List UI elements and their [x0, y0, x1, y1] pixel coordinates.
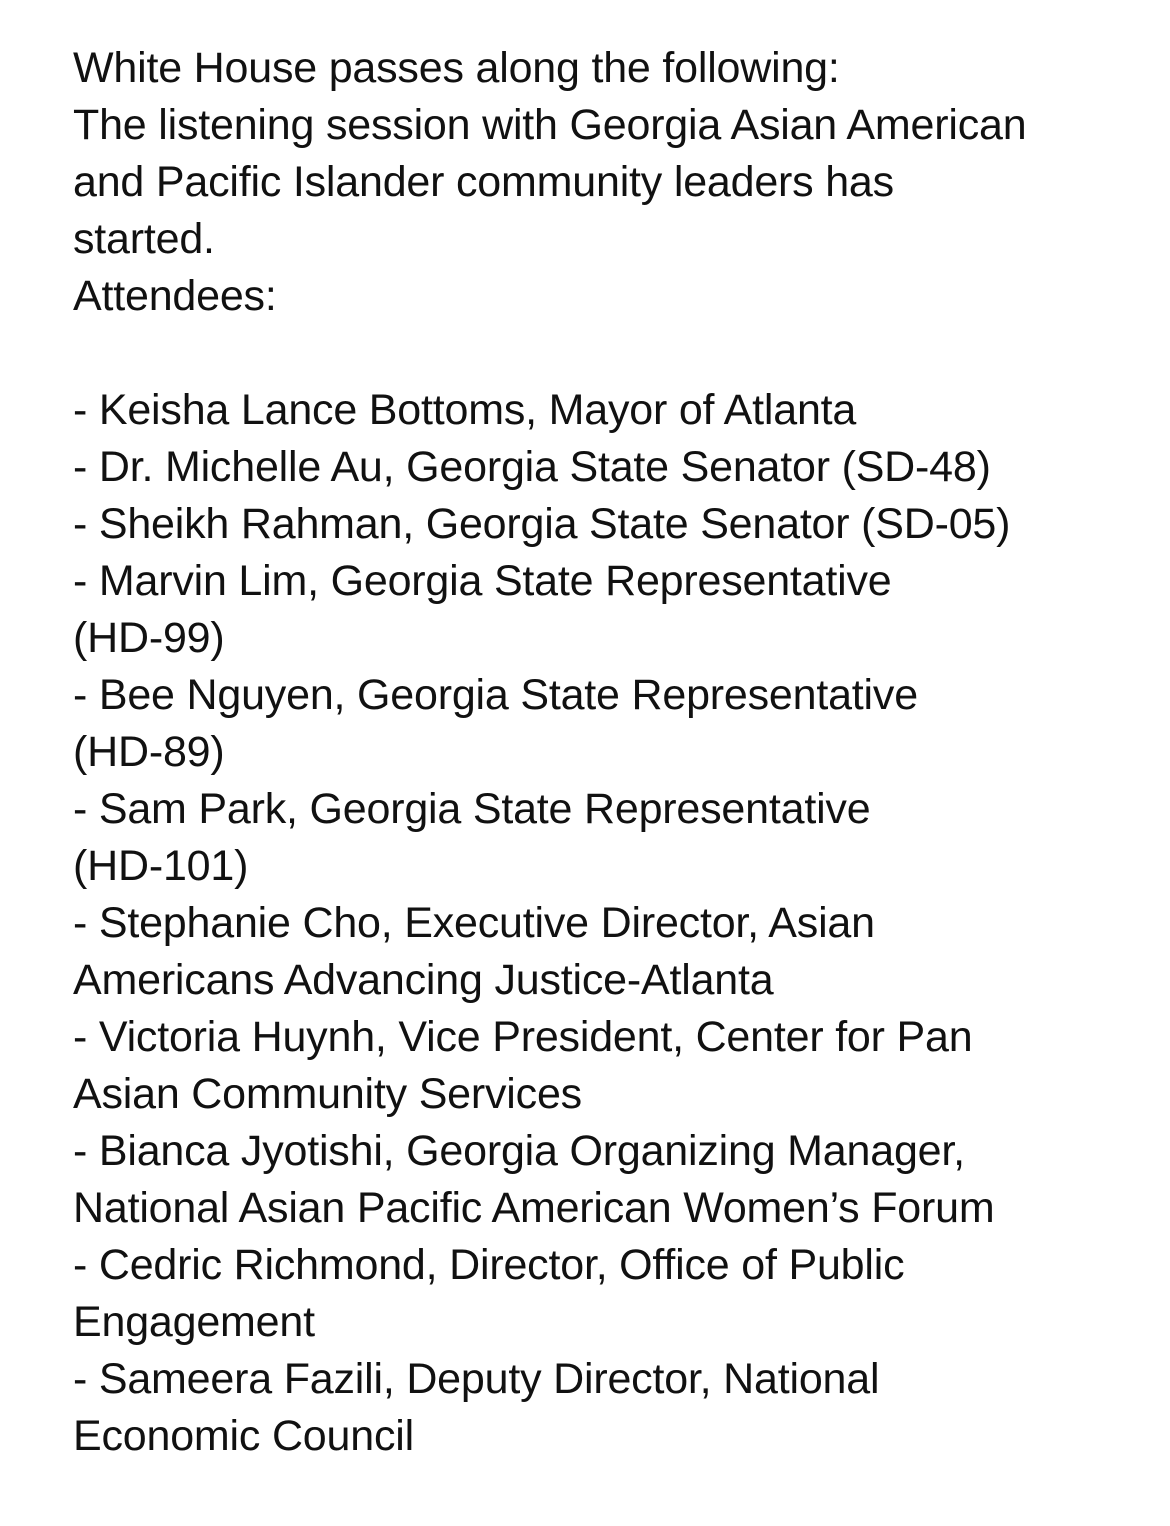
attendee-line: - Bee Nguyen, Georgia State Representative: [73, 671, 918, 719]
attendees-heading: Attendees:: [73, 272, 277, 320]
attendee-line: - Sam Park, Georgia State Representative: [73, 785, 871, 833]
attendee-line: - Marvin Lim, Georgia State Representative: [73, 557, 892, 605]
attendee-line: - Sheikh Rahman, Georgia State Senator (SD-05): [73, 500, 1011, 548]
attendee-line: - Sameera Fazili, Deputy Director, National: [73, 1355, 880, 1403]
attendee-line: - Stephanie Cho, Executive Director, Asian: [73, 899, 875, 947]
attendee-line: (HD-101): [73, 842, 249, 890]
attendee-line: - Dr. Michelle Au, Georgia State Senator (SD-48): [73, 443, 991, 491]
attendee-line: (HD-99): [73, 614, 225, 662]
attendee-line: (HD-89): [73, 728, 225, 776]
note-body: [73, 40, 1143, 1465]
attendee-line: - Bianca Jyotishi, Georgia Organizing Manager,: [73, 1127, 965, 1175]
attendee-line: Asian Community Services: [73, 1070, 582, 1118]
attendee-line: Americans Advancing Justice-Atlanta: [73, 956, 774, 1004]
intro-line: and Pacific Islander community leaders has: [73, 158, 894, 206]
attendee-line: - Keisha Lance Bottoms, Mayor of Atlanta: [73, 386, 857, 434]
intro-line: The listening session with Georgia Asian American: [73, 101, 1027, 149]
attendee-line: Engagement: [73, 1298, 315, 1346]
attendee-line: - Victoria Huynh, Vice President, Center for Pan: [73, 1013, 973, 1061]
attendee-line: - Cedric Richmond, Director, Office of Public: [73, 1241, 905, 1289]
intro-line: started.: [73, 215, 215, 263]
intro-line: White House passes along the following:: [73, 44, 840, 92]
attendee-line: Economic Council: [73, 1412, 414, 1460]
blank-line: [73, 325, 1143, 382]
attendee-line: National Asian Pacific American Women’s Forum: [73, 1184, 995, 1232]
